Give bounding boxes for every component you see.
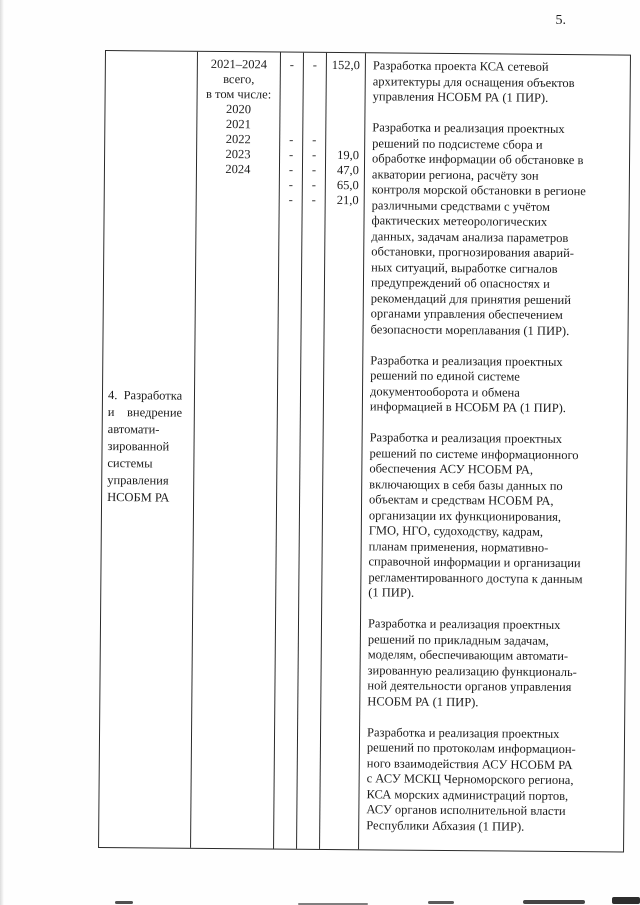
table-cell-values-column-1: - - - - - - <box>274 53 304 849</box>
scan-artifact <box>115 901 133 904</box>
table-cell-activity: 4. Разработка и внедрение автомати- зированной системы управления НСОБМ РА <box>99 51 198 848</box>
scan-edge-shadow <box>0 0 4 905</box>
table-cell-description: Разработка проекта КСА сетевой архитектуры для оснащения объектов управления НСОБМ РА (1 ПИР). Разработка и реализация проектных решений по подсистеме сбора и обработке информации об обстановке в акватории региона, расчёту зон контроля морской обстановки в регионе различными средствами с учётом фактических метеорологических данных, задачам анализа параметров обстановки, прогнозирования аварий- ных ситуаций, выработке сигналов предупреждений об опасностях и рекомендаций для принятия решений органами управления обеспечением безопасности мореплавания (1 ПИР). Разработка и реализация проектных решений по единой системе документооборота и обмена информацией в НСОБМ РА (1 ПИР). Разработка и реализация проектных решений по системе информационного обеспечения АСУ НСОБМ РА, включающих в себя базы данных по объектам и средствам НСОБМ РА, организации их функционирования, ГМО, НГО, судоходству, кадрам, планам применения, нормативно- справочной информации и организации регламентированного доступа к данным (1 ПИР). Разработка и реализация проектных решений по прикладным задачам, моделям, обеспечивающим автомати- зированную реализацию функциональ- ной деятельности органов управления НСОБМ РА (1 ПИР). Разработка и реализация проектных решений по протоколам информацион- ного взаимодействия АСУ НСОБМ РА с АСУ МСКЦ Черноморского региона, КСА морских администраций портов, АСУ органов исполнительной власти Республики Абхазия (1 ПИР). <box>366 58 586 834</box>
table-cell-values-column-2: - - - - - - <box>297 53 327 849</box>
table-cell-amounts: 152,0 19,0 47,0 65,0 21,0 <box>320 53 366 849</box>
page-number: 5. <box>555 13 566 28</box>
program-table <box>98 50 631 853</box>
scan-artifact <box>523 900 585 904</box>
scan-artifact <box>428 901 454 904</box>
table-cell-period-years: 2021–2024 всего, в том числе: 2020 2021 2022 2023 2024 <box>191 52 281 849</box>
scan-artifact <box>612 897 640 904</box>
